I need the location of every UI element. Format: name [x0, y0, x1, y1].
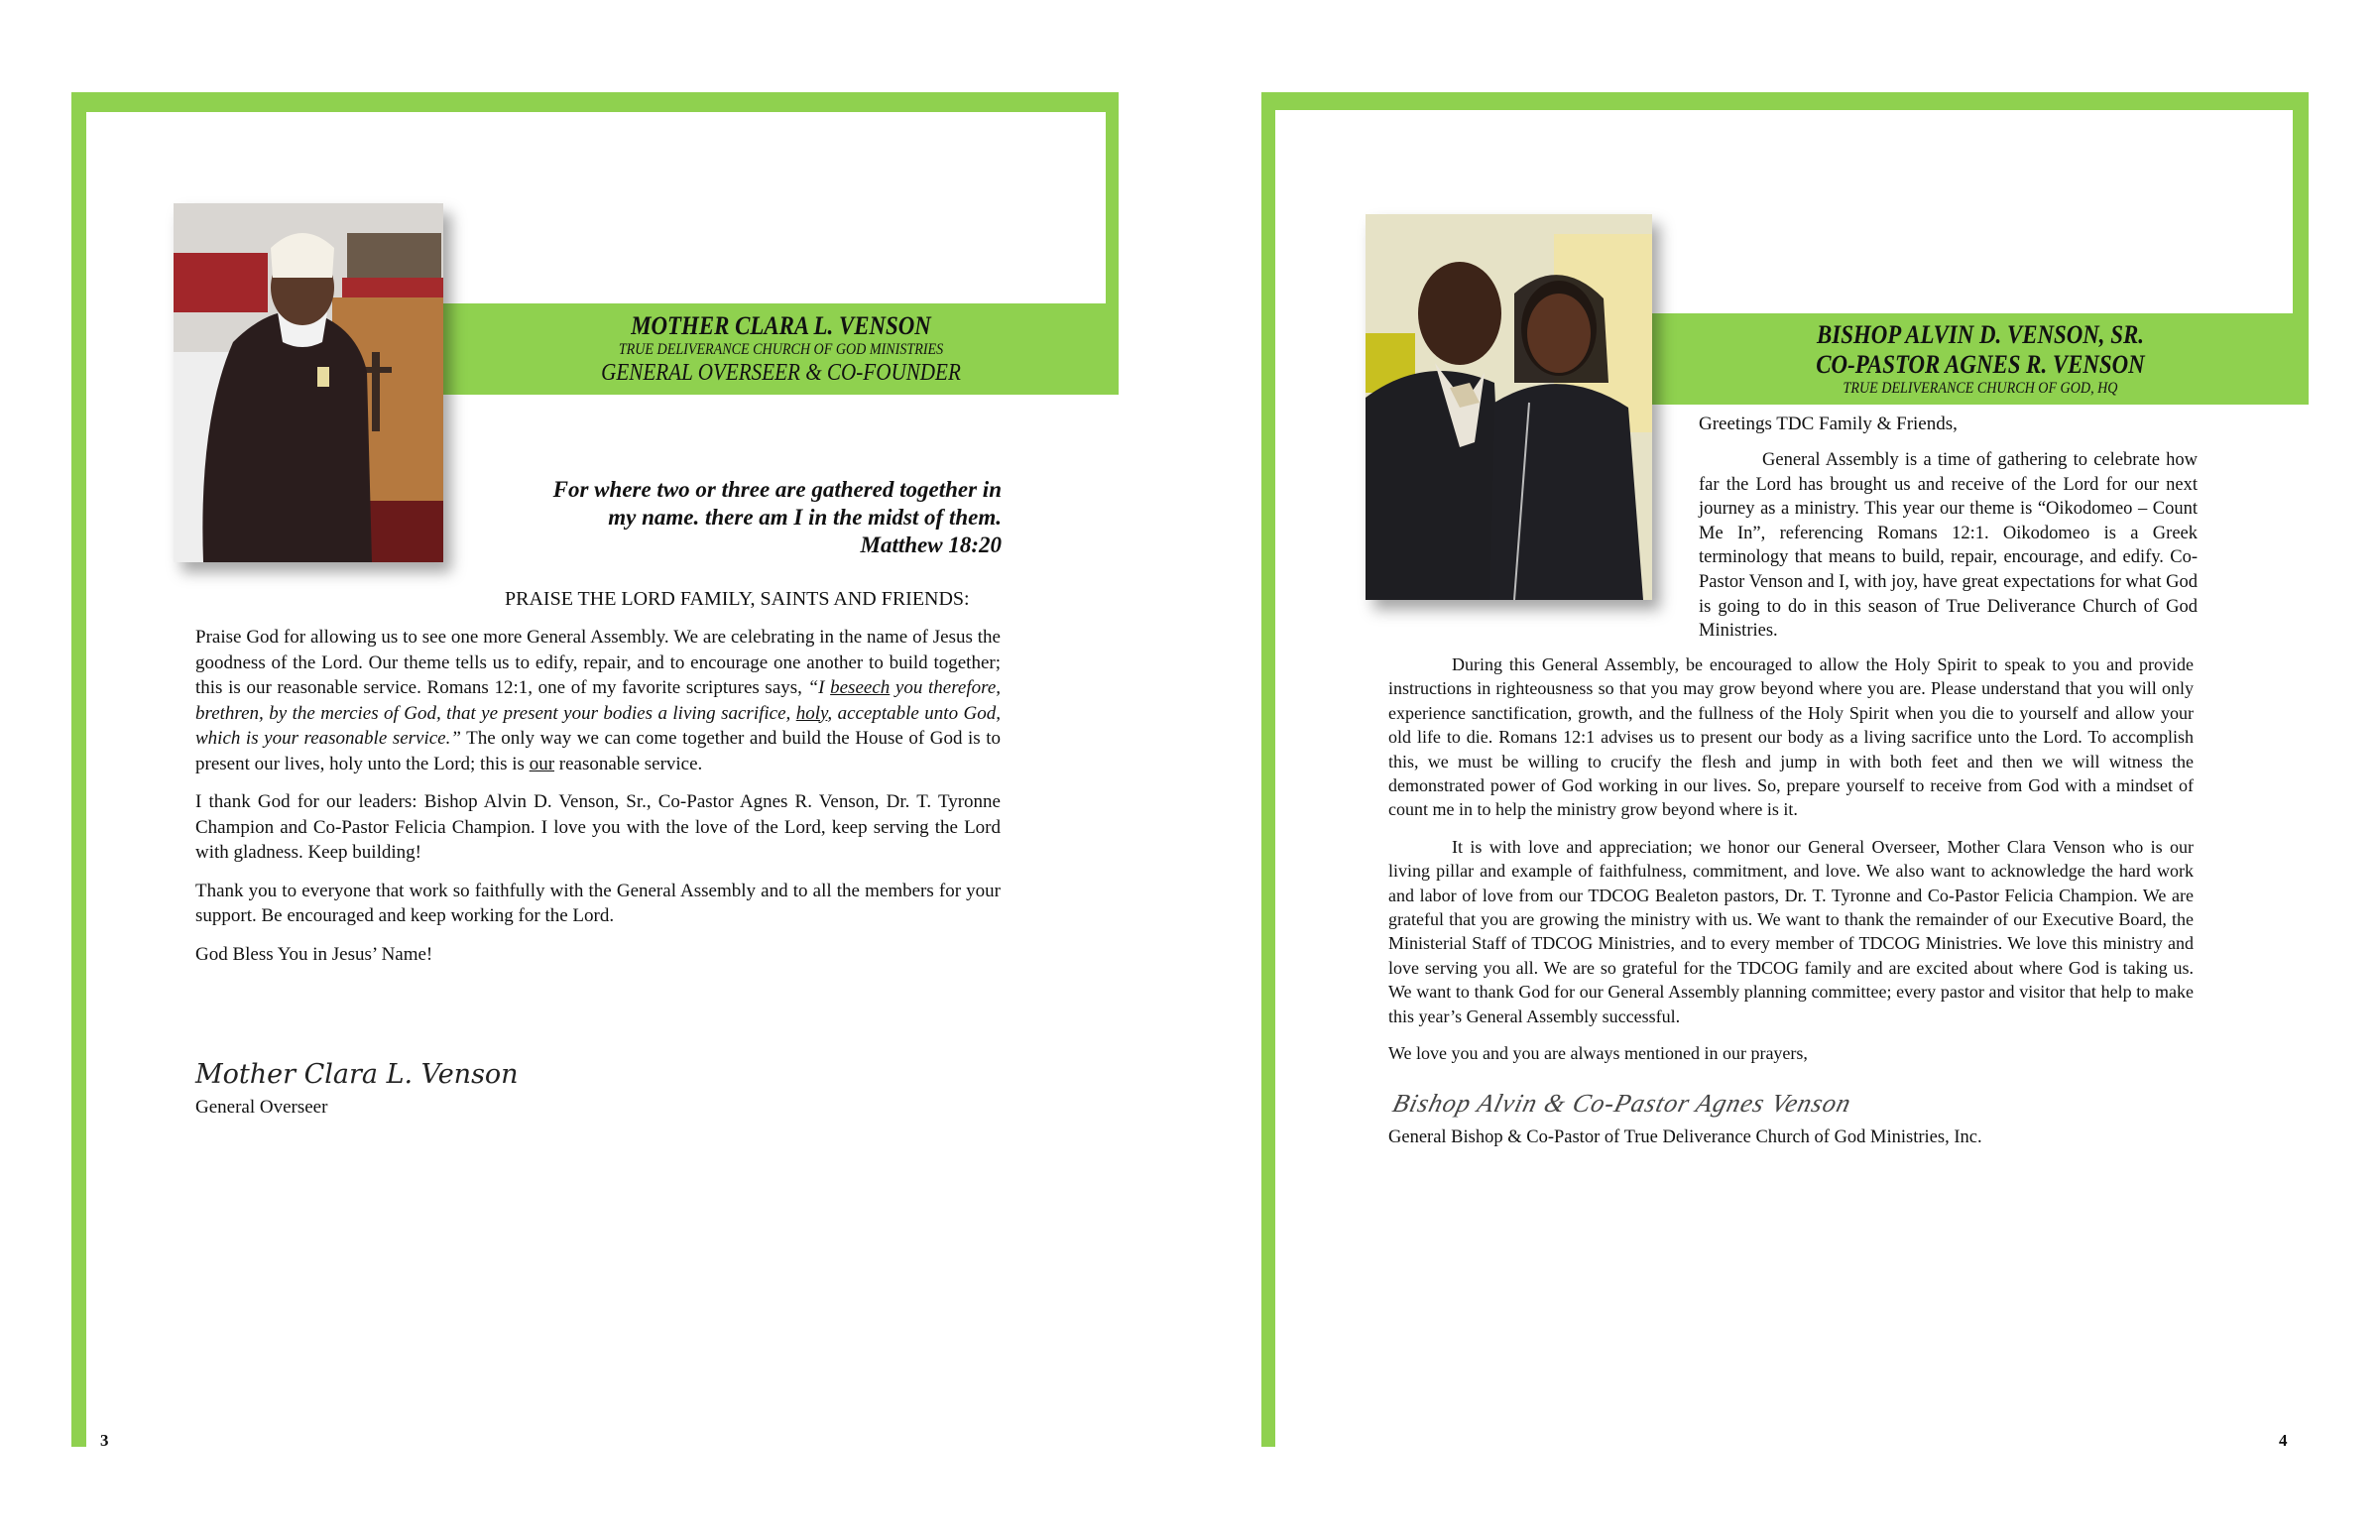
romans-quote: “I beseech you therefore, brethren, by the mercies of God, that ye present your bodies a living sacrifice, holy, acceptable unto God, which is your reasonable service.” — [195, 677, 1001, 749]
paragraph-3: It is with love and appreciation; we honor our General Overseer, Mother Clara Venson who is our living pillar and example of faithfulness, commitment, and love. We also want to acknowledge the hard work and labor of love from our TDCOG Bealeton pastors, Dr. T. Tyronne and Co-Pastor Felicia Champion. We are grateful that you are growing the ministry with us. We want to thank the remainder of our Executive Board, the Ministerial Staff of TDCOG Ministries, and to every member of TDCOG Ministries. We love this ministry and love serving you all. We are so grateful for the TDCOG family and are excited about where God is taking us. We want to thank God for our General Assembly planning committee; every pastor and visitor that help to make this year’s General Assembly successful. — [1388, 836, 2194, 1026]
header-name-bishop: BISHOP ALVIN D. VENSON, SR. — [1817, 320, 2144, 349]
verse-line-2: my name. there am I in the midst of them. — [608, 505, 1002, 530]
letter-body-page-4 — [1388, 652, 2194, 1079]
page-3-frame-left — [71, 92, 86, 1447]
letter-intro-paragraph — [1699, 448, 2198, 656]
paragraph-2: During this General Assembly, be encouraged to allow the Holy Spirit to speak to you and provide instructions in righteousness so that you may grow beyond where you are. Please understand that you will only experience sanctification, growth, and the fullness of the Holy Spirit when you die to yourself and allow your old life to die. Romans 12:1 advises us to present our body as a living sacrifice unto the Lord. To accomplish this, we must be willing to crucify the flesh and jump in with both feet and then we will witness the demonstrated power of God working in our lives. So, prepare yourself to receive from God with a mindset of count me in to help the ministry grow beyond where is it. — [1388, 654, 2194, 820]
page-number-3: 3 — [100, 1431, 109, 1450]
verse-line-1: For where two or three are gathered together in — [552, 477, 1002, 502]
signature-bishop-and-copastor: Bishop Alvin & Co-Pastor Agnes Venson — [1389, 1089, 1855, 1118]
page-3-frame-top — [71, 92, 1119, 112]
header-name-copastor: CO-PASTOR AGNES R. VENSON — [1816, 350, 2145, 379]
salutation: PRAISE THE LORD FAMILY, SAINTS AND FRIENDS: — [505, 588, 970, 610]
greeting: Greetings TDC Family & Friends, — [1699, 414, 1958, 434]
paragraph-2: I thank God for our leaders: Bishop Alvin D. Venson, Sr., Co-Pastor Agnes R. Venson, Dr. T. Tyronne Champion and Co-Pastor Felicia Champion. I love you with the love of the Lord, keep serving the Lord with gladness. Keep building! — [195, 791, 1001, 863]
page-4-frame-top — [1261, 92, 2309, 110]
signature-clara-venson: Mother Clara L. Venson — [195, 1059, 519, 1090]
page-3-header-band — [443, 303, 1119, 395]
paragraph-1: Praise God for allowing us to see one more General Assembly. We are celebrating in the name of Jesus the goodness of the Lord. Our theme tells us to edify, repair, and to encourage one another to build together; this is our reasonable service. Romans 12:1, one of my favorite scriptures says, “I beseech you therefore, brethren, by the mercies of God, that ye present your bodies a living sacrifice, holy, acceptable unto God, which is your reasonable service.” The only way we can come together and build the House of God is to present our lives, holy unto the Lord; this is our reasonable service. — [195, 627, 1001, 774]
paragraph-4: God Bless You in Jesus’ Name! — [195, 943, 433, 965]
letter-body-page-3 — [195, 625, 1001, 980]
closing-line: We love you and you are always mentioned in our prayers, — [1388, 1043, 1808, 1064]
portrait-image-icon — [174, 203, 443, 562]
header-name: MOTHER CLARA L. VENSON — [631, 311, 931, 340]
page-4-frame-left — [1261, 92, 1275, 1447]
header-organization: TRUE DELIVERANCE CHURCH OF GOD, HQ — [1843, 380, 2118, 397]
signature-title: General Overseer — [195, 1097, 328, 1118]
page-number-4: 4 — [2279, 1431, 2288, 1450]
page-4-header-band — [1652, 313, 2309, 405]
verse-reference: Matthew 18:20 — [860, 533, 1002, 557]
paragraph-1: General Assembly is a time of gathering to celebrate how far the Lord has brought us and receive of the Lord for our next journey as a ministry. This year our theme is “Oikodomeo – Count Me In”, referencing Romans 12:1. Oikodomeo is a Greek terminology that means to build, repair, encourage, and edify. Co-Pastor Venson and I, with joy, have great expectations for what God is going to do in this season of True Deliverance Church of God Ministries. — [1699, 450, 2198, 642]
signature-title: General Bishop & Co-Pastor of True Deliverance Church of God Ministries, Inc. — [1388, 1127, 1982, 1147]
portrait-image-icon — [1366, 214, 1652, 600]
paragraph-3: Thank you to everyone that work so faithfully with the General Assembly and to all the members for your support. Be encouraged and keep working for the Lord. — [195, 880, 1001, 926]
portrait-photo-clara-venson — [174, 203, 443, 562]
header-title: GENERAL OVERSEER & CO-FOUNDER — [601, 360, 961, 386]
scripture-verse — [466, 476, 1002, 559]
portrait-photo-bishop-and-copastor — [1366, 214, 1652, 600]
header-organization: TRUE DELIVERANCE CHURCH OF GOD MINISTRIES — [618, 341, 944, 358]
